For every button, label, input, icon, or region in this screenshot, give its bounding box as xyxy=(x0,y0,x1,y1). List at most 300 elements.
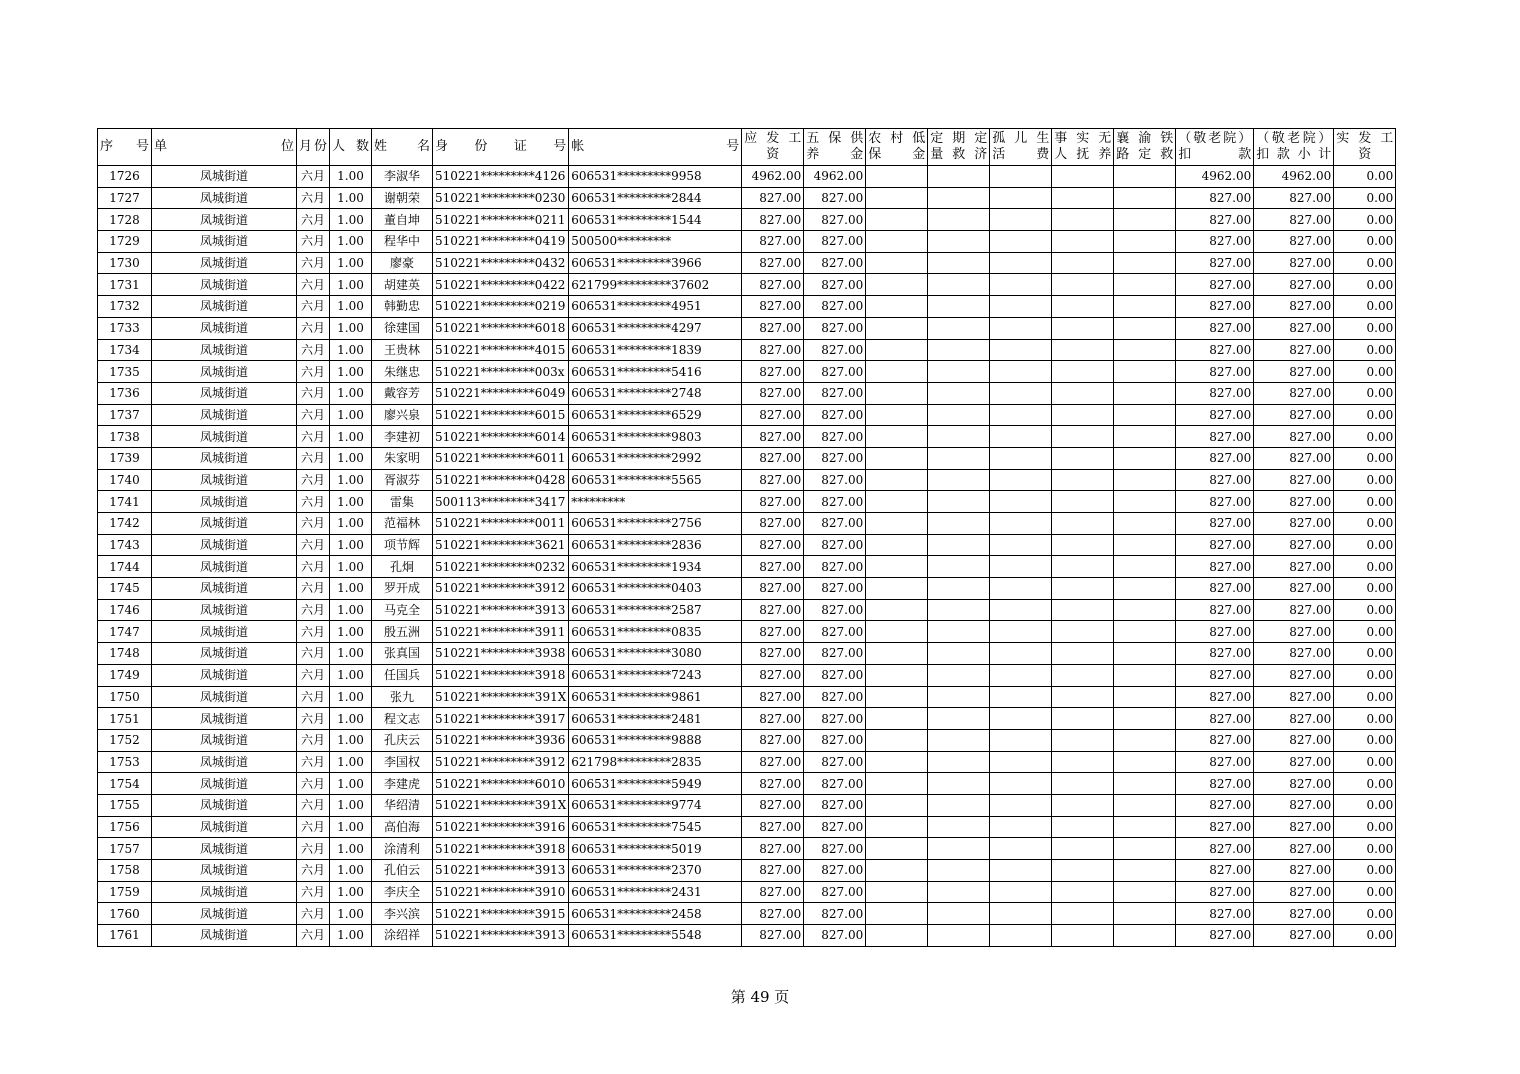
cell-xiangyu xyxy=(1114,925,1176,947)
cell-account: 606531*********2481 xyxy=(569,708,742,730)
cell-deduct: 827.00 xyxy=(1176,274,1254,296)
cell-dibao xyxy=(866,491,928,513)
cell-xiangyu xyxy=(1114,426,1176,448)
cell-dingqi xyxy=(928,664,990,686)
cell-count: 1.00 xyxy=(330,578,372,600)
cell-shishi xyxy=(1052,664,1114,686)
cell-no: 1755 xyxy=(98,794,152,816)
cell-dibao xyxy=(866,729,928,751)
cell-id: 510221*********391X xyxy=(433,794,569,816)
cell-no: 1731 xyxy=(98,274,152,296)
cell-deduct: 827.00 xyxy=(1176,556,1254,578)
cell-xiangyu xyxy=(1114,447,1176,469)
cell-gross: 827.00 xyxy=(742,404,804,426)
cell-xiangyu xyxy=(1114,773,1176,795)
column-header xyxy=(569,129,742,166)
cell-count: 1.00 xyxy=(330,231,372,253)
cell-guer xyxy=(990,643,1052,665)
cell-xiangyu xyxy=(1114,382,1176,404)
cell-no: 1740 xyxy=(98,469,152,491)
cell-unit: 凤城街道 xyxy=(152,513,297,535)
cell-wubao: 827.00 xyxy=(804,447,866,469)
cell-count: 1.00 xyxy=(330,209,372,231)
column-header-line1: 应 发 工 xyxy=(744,131,802,146)
cell-count: 1.00 xyxy=(330,556,372,578)
cell-unit: 凤城街道 xyxy=(152,903,297,925)
cell-xiangyu xyxy=(1114,491,1176,513)
table-row xyxy=(98,599,1396,621)
column-header-line2: 量 救 济 xyxy=(930,147,988,162)
cell-deduct: 827.00 xyxy=(1176,187,1254,209)
cell-subtotal: 827.00 xyxy=(1254,881,1334,903)
cell-account: 606531*********2836 xyxy=(569,534,742,556)
cell-dibao xyxy=(866,860,928,882)
cell-no: 1735 xyxy=(98,361,152,383)
cell-shishi xyxy=(1052,404,1114,426)
cell-xiangyu xyxy=(1114,166,1176,188)
cell-dingqi xyxy=(928,252,990,274)
cell-deduct: 827.00 xyxy=(1176,621,1254,643)
cell-dingqi xyxy=(928,925,990,947)
cell-count: 1.00 xyxy=(330,621,372,643)
column-header xyxy=(866,129,928,166)
cell-count: 1.00 xyxy=(330,469,372,491)
cell-dingqi xyxy=(928,751,990,773)
cell-no: 1744 xyxy=(98,556,152,578)
cell-name: 李庆全 xyxy=(372,881,433,903)
column-header xyxy=(98,129,152,166)
table-row xyxy=(98,231,1396,253)
cell-id: 510221*********3938 xyxy=(433,643,569,665)
cell-gross: 827.00 xyxy=(742,860,804,882)
cell-name: 雷集 xyxy=(372,491,433,513)
cell-xiangyu xyxy=(1114,794,1176,816)
cell-dibao xyxy=(866,556,928,578)
cell-deduct: 827.00 xyxy=(1176,794,1254,816)
cell-dibao xyxy=(866,252,928,274)
cell-wubao: 827.00 xyxy=(804,838,866,860)
cell-dibao xyxy=(866,816,928,838)
cell-subtotal: 827.00 xyxy=(1254,773,1334,795)
cell-gross: 827.00 xyxy=(742,729,804,751)
cell-month: 六月 xyxy=(297,404,330,426)
cell-deduct: 827.00 xyxy=(1176,903,1254,925)
cell-shishi xyxy=(1052,578,1114,600)
cell-no: 1734 xyxy=(98,339,152,361)
cell-dibao xyxy=(866,274,928,296)
cell-gross: 827.00 xyxy=(742,361,804,383)
cell-wubao: 827.00 xyxy=(804,925,866,947)
cell-gross: 827.00 xyxy=(742,491,804,513)
cell-gross: 827.00 xyxy=(742,209,804,231)
cell-count: 1.00 xyxy=(330,382,372,404)
cell-count: 1.00 xyxy=(330,339,372,361)
cell-account: 606531*********4297 xyxy=(569,317,742,339)
cell-guer xyxy=(990,426,1052,448)
table-row xyxy=(98,382,1396,404)
cell-deduct: 827.00 xyxy=(1176,231,1254,253)
cell-no: 1751 xyxy=(98,708,152,730)
cell-dibao xyxy=(866,643,928,665)
cell-guer xyxy=(990,274,1052,296)
cell-no: 1759 xyxy=(98,881,152,903)
cell-xiangyu xyxy=(1114,339,1176,361)
cell-dibao xyxy=(866,578,928,600)
cell-net: 0.00 xyxy=(1334,296,1396,318)
cell-deduct: 827.00 xyxy=(1176,751,1254,773)
cell-shishi xyxy=(1052,881,1114,903)
cell-id: 510221*********0428 xyxy=(433,469,569,491)
cell-net: 0.00 xyxy=(1334,621,1396,643)
cell-deduct: 827.00 xyxy=(1176,513,1254,535)
cell-dingqi xyxy=(928,166,990,188)
cell-no: 1727 xyxy=(98,187,152,209)
column-header-line2: 保 金 xyxy=(868,147,926,162)
cell-net: 0.00 xyxy=(1334,708,1396,730)
cell-deduct: 827.00 xyxy=(1176,491,1254,513)
cell-gross: 827.00 xyxy=(742,187,804,209)
cell-dibao xyxy=(866,404,928,426)
cell-subtotal: 827.00 xyxy=(1254,274,1334,296)
cell-name: 朱继忠 xyxy=(372,361,433,383)
cell-gross: 827.00 xyxy=(742,274,804,296)
column-header-line1: 身 份 证 号 xyxy=(435,139,567,154)
cell-net: 0.00 xyxy=(1334,881,1396,903)
cell-shishi xyxy=(1052,686,1114,708)
cell-wubao: 827.00 xyxy=(804,643,866,665)
cell-guer xyxy=(990,578,1052,600)
cell-shishi xyxy=(1052,252,1114,274)
cell-guer xyxy=(990,881,1052,903)
cell-net: 0.00 xyxy=(1334,491,1396,513)
cell-id: 510221*********3915 xyxy=(433,903,569,925)
cell-deduct: 827.00 xyxy=(1176,317,1254,339)
cell-subtotal: 827.00 xyxy=(1254,708,1334,730)
cell-dingqi xyxy=(928,382,990,404)
cell-account: 606531*********2431 xyxy=(569,881,742,903)
cell-dingqi xyxy=(928,860,990,882)
cell-id: 510221*********0232 xyxy=(433,556,569,578)
cell-account: 606531*********1934 xyxy=(569,556,742,578)
cell-name: 胡建英 xyxy=(372,274,433,296)
cell-month: 六月 xyxy=(297,686,330,708)
cell-guer xyxy=(990,513,1052,535)
table-row xyxy=(98,751,1396,773)
table-row xyxy=(98,794,1396,816)
column-header-line1: 实 发 工 xyxy=(1336,131,1394,146)
column-header-line1: 帐 号 xyxy=(571,139,740,154)
cell-month: 六月 xyxy=(297,556,330,578)
cell-name: 李建虎 xyxy=(372,773,433,795)
table-header xyxy=(98,129,1396,166)
cell-deduct: 827.00 xyxy=(1176,426,1254,448)
cell-gross: 827.00 xyxy=(742,382,804,404)
cell-id: 510221*********6010 xyxy=(433,773,569,795)
cell-shishi xyxy=(1052,296,1114,318)
cell-xiangyu xyxy=(1114,274,1176,296)
cell-name: 谢朝荣 xyxy=(372,187,433,209)
cell-no: 1732 xyxy=(98,296,152,318)
cell-count: 1.00 xyxy=(330,361,372,383)
cell-xiangyu xyxy=(1114,469,1176,491)
cell-account: 606531*********1544 xyxy=(569,209,742,231)
cell-account: 606531*********5949 xyxy=(569,773,742,795)
column-header-line2: 资 xyxy=(1358,147,1372,162)
cell-account: 606531*********9803 xyxy=(569,426,742,448)
cell-subtotal: 827.00 xyxy=(1254,578,1334,600)
cell-name: 戴容芳 xyxy=(372,382,433,404)
cell-net: 0.00 xyxy=(1334,729,1396,751)
cell-account: 500500********* xyxy=(569,231,742,253)
cell-net: 0.00 xyxy=(1334,166,1396,188)
cell-month: 六月 xyxy=(297,578,330,600)
cell-id: 510221*********3621 xyxy=(433,534,569,556)
cell-guer xyxy=(990,317,1052,339)
column-header xyxy=(297,129,330,166)
cell-wubao: 827.00 xyxy=(804,686,866,708)
cell-gross: 827.00 xyxy=(742,621,804,643)
table-row xyxy=(98,664,1396,686)
cell-dingqi xyxy=(928,491,990,513)
cell-dibao xyxy=(866,187,928,209)
cell-dingqi xyxy=(928,599,990,621)
cell-shishi xyxy=(1052,382,1114,404)
cell-gross: 827.00 xyxy=(742,664,804,686)
cell-net: 0.00 xyxy=(1334,686,1396,708)
cell-guer xyxy=(990,469,1052,491)
cell-unit: 凤城街道 xyxy=(152,794,297,816)
cell-wubao: 827.00 xyxy=(804,773,866,795)
cell-dibao xyxy=(866,209,928,231)
cell-subtotal: 827.00 xyxy=(1254,361,1334,383)
cell-month: 六月 xyxy=(297,708,330,730)
cell-count: 1.00 xyxy=(330,296,372,318)
cell-guer xyxy=(990,686,1052,708)
cell-count: 1.00 xyxy=(330,317,372,339)
cell-dibao xyxy=(866,599,928,621)
cell-month: 六月 xyxy=(297,773,330,795)
cell-net: 0.00 xyxy=(1334,252,1396,274)
cell-guer xyxy=(990,534,1052,556)
cell-subtotal: 827.00 xyxy=(1254,860,1334,882)
cell-dibao xyxy=(866,296,928,318)
cell-wubao: 827.00 xyxy=(804,556,866,578)
cell-shishi xyxy=(1052,231,1114,253)
cell-shishi xyxy=(1052,925,1114,947)
cell-subtotal: 827.00 xyxy=(1254,404,1334,426)
cell-subtotal: 827.00 xyxy=(1254,903,1334,925)
cell-name: 罗开成 xyxy=(372,578,433,600)
column-header xyxy=(1334,129,1396,166)
cell-net: 0.00 xyxy=(1334,426,1396,448)
cell-gross: 4962.00 xyxy=(742,166,804,188)
cell-subtotal: 827.00 xyxy=(1254,838,1334,860)
cell-xiangyu xyxy=(1114,556,1176,578)
cell-month: 六月 xyxy=(297,339,330,361)
column-header-line1: 单 位 xyxy=(154,139,294,154)
column-header xyxy=(928,129,990,166)
table-row xyxy=(98,404,1396,426)
cell-unit: 凤城街道 xyxy=(152,599,297,621)
cell-no: 1742 xyxy=(98,513,152,535)
cell-account: 606531*********2756 xyxy=(569,513,742,535)
cell-month: 六月 xyxy=(297,382,330,404)
cell-name: 李兴滨 xyxy=(372,903,433,925)
cell-id: 510221*********003x xyxy=(433,361,569,383)
cell-deduct: 827.00 xyxy=(1176,599,1254,621)
cell-account: 606531*********5548 xyxy=(569,925,742,947)
cell-dingqi xyxy=(928,317,990,339)
cell-month: 六月 xyxy=(297,166,330,188)
cell-wubao: 827.00 xyxy=(804,317,866,339)
column-header xyxy=(372,129,433,166)
cell-count: 1.00 xyxy=(330,729,372,751)
table-row xyxy=(98,816,1396,838)
cell-month: 六月 xyxy=(297,664,330,686)
cell-count: 1.00 xyxy=(330,274,372,296)
cell-account: 606531*********3966 xyxy=(569,252,742,274)
cell-deduct: 827.00 xyxy=(1176,860,1254,882)
cell-account: 621798*********2835 xyxy=(569,751,742,773)
cell-net: 0.00 xyxy=(1334,556,1396,578)
cell-deduct: 827.00 xyxy=(1176,686,1254,708)
cell-wubao: 827.00 xyxy=(804,231,866,253)
table-row xyxy=(98,708,1396,730)
cell-month: 六月 xyxy=(297,860,330,882)
table-row xyxy=(98,621,1396,643)
cell-account: 606531*********5416 xyxy=(569,361,742,383)
cell-unit: 凤城街道 xyxy=(152,187,297,209)
cell-count: 1.00 xyxy=(330,881,372,903)
cell-subtotal: 827.00 xyxy=(1254,556,1334,578)
cell-account: 606531*********0835 xyxy=(569,621,742,643)
cell-account: 606531*********9861 xyxy=(569,686,742,708)
cell-id: 510221*********4015 xyxy=(433,339,569,361)
cell-gross: 827.00 xyxy=(742,686,804,708)
cell-dibao xyxy=(866,469,928,491)
cell-count: 1.00 xyxy=(330,447,372,469)
cell-dibao xyxy=(866,686,928,708)
cell-id: 510221*********3913 xyxy=(433,599,569,621)
cell-id: 510221*********3913 xyxy=(433,925,569,947)
cell-dibao xyxy=(866,773,928,795)
cell-unit: 凤城街道 xyxy=(152,274,297,296)
cell-net: 0.00 xyxy=(1334,361,1396,383)
cell-xiangyu xyxy=(1114,513,1176,535)
cell-subtotal: 827.00 xyxy=(1254,469,1334,491)
cell-shishi xyxy=(1052,491,1114,513)
cell-name: 韩勤忠 xyxy=(372,296,433,318)
cell-dibao xyxy=(866,708,928,730)
cell-wubao: 827.00 xyxy=(804,339,866,361)
cell-wubao: 827.00 xyxy=(804,881,866,903)
cell-deduct: 827.00 xyxy=(1176,578,1254,600)
cell-xiangyu xyxy=(1114,578,1176,600)
cell-id: 510221*********4126 xyxy=(433,166,569,188)
cell-shishi xyxy=(1052,339,1114,361)
cell-deduct: 827.00 xyxy=(1176,664,1254,686)
cell-no: 1729 xyxy=(98,231,152,253)
cell-name: 王贵林 xyxy=(372,339,433,361)
cell-xiangyu xyxy=(1114,252,1176,274)
cell-id: 510221*********6018 xyxy=(433,317,569,339)
cell-count: 1.00 xyxy=(330,534,372,556)
cell-guer xyxy=(990,838,1052,860)
cell-name: 廖兴泉 xyxy=(372,404,433,426)
cell-deduct: 827.00 xyxy=(1176,469,1254,491)
cell-xiangyu xyxy=(1114,621,1176,643)
cell-unit: 凤城街道 xyxy=(152,296,297,318)
cell-dibao xyxy=(866,925,928,947)
column-header-line2: 活 费 xyxy=(992,147,1050,162)
cell-subtotal: 827.00 xyxy=(1254,252,1334,274)
cell-xiangyu xyxy=(1114,664,1176,686)
cell-id: 510221*********3918 xyxy=(433,664,569,686)
header-row xyxy=(98,129,1396,166)
column-header-line2: 路 定 救 xyxy=(1116,147,1174,162)
cell-deduct: 827.00 xyxy=(1176,881,1254,903)
cell-name: 涂绍祥 xyxy=(372,925,433,947)
cell-unit: 凤城街道 xyxy=(152,252,297,274)
cell-name: 马克全 xyxy=(372,599,433,621)
cell-shishi xyxy=(1052,816,1114,838)
cell-id: 510221*********6011 xyxy=(433,447,569,469)
table-row xyxy=(98,643,1396,665)
cell-xiangyu xyxy=(1114,361,1176,383)
cell-name: 高伯海 xyxy=(372,816,433,838)
cell-unit: 凤城街道 xyxy=(152,643,297,665)
cell-deduct: 827.00 xyxy=(1176,773,1254,795)
cell-id: 510221*********3916 xyxy=(433,816,569,838)
table-row xyxy=(98,903,1396,925)
cell-id: 510221*********0211 xyxy=(433,209,569,231)
cell-no: 1747 xyxy=(98,621,152,643)
cell-deduct: 827.00 xyxy=(1176,209,1254,231)
cell-subtotal: 827.00 xyxy=(1254,209,1334,231)
cell-account: 606531*********2370 xyxy=(569,860,742,882)
cell-wubao: 827.00 xyxy=(804,860,866,882)
cell-name: 李建初 xyxy=(372,426,433,448)
cell-id: 510221*********0219 xyxy=(433,296,569,318)
cell-deduct: 827.00 xyxy=(1176,252,1254,274)
cell-unit: 凤城街道 xyxy=(152,166,297,188)
cell-dingqi xyxy=(928,209,990,231)
cell-net: 0.00 xyxy=(1334,751,1396,773)
cell-account: 621799*********37602 xyxy=(569,274,742,296)
cell-xiangyu xyxy=(1114,599,1176,621)
cell-dibao xyxy=(866,426,928,448)
cell-dingqi xyxy=(928,296,990,318)
column-header-line2: 养 金 xyxy=(806,147,864,162)
cell-net: 0.00 xyxy=(1334,643,1396,665)
cell-month: 六月 xyxy=(297,816,330,838)
cell-net: 0.00 xyxy=(1334,339,1396,361)
cell-shishi xyxy=(1052,361,1114,383)
cell-account: 606531*********5019 xyxy=(569,838,742,860)
cell-month: 六月 xyxy=(297,252,330,274)
cell-gross: 827.00 xyxy=(742,751,804,773)
table-body xyxy=(98,166,1396,947)
cell-subtotal: 827.00 xyxy=(1254,513,1334,535)
cell-gross: 827.00 xyxy=(742,534,804,556)
cell-account: 606531*********9888 xyxy=(569,729,742,751)
table-row xyxy=(98,296,1396,318)
cell-name: 朱家明 xyxy=(372,447,433,469)
cell-id: 510221*********391X xyxy=(433,686,569,708)
cell-name: 项节辉 xyxy=(372,534,433,556)
cell-no: 1754 xyxy=(98,773,152,795)
cell-gross: 827.00 xyxy=(742,794,804,816)
